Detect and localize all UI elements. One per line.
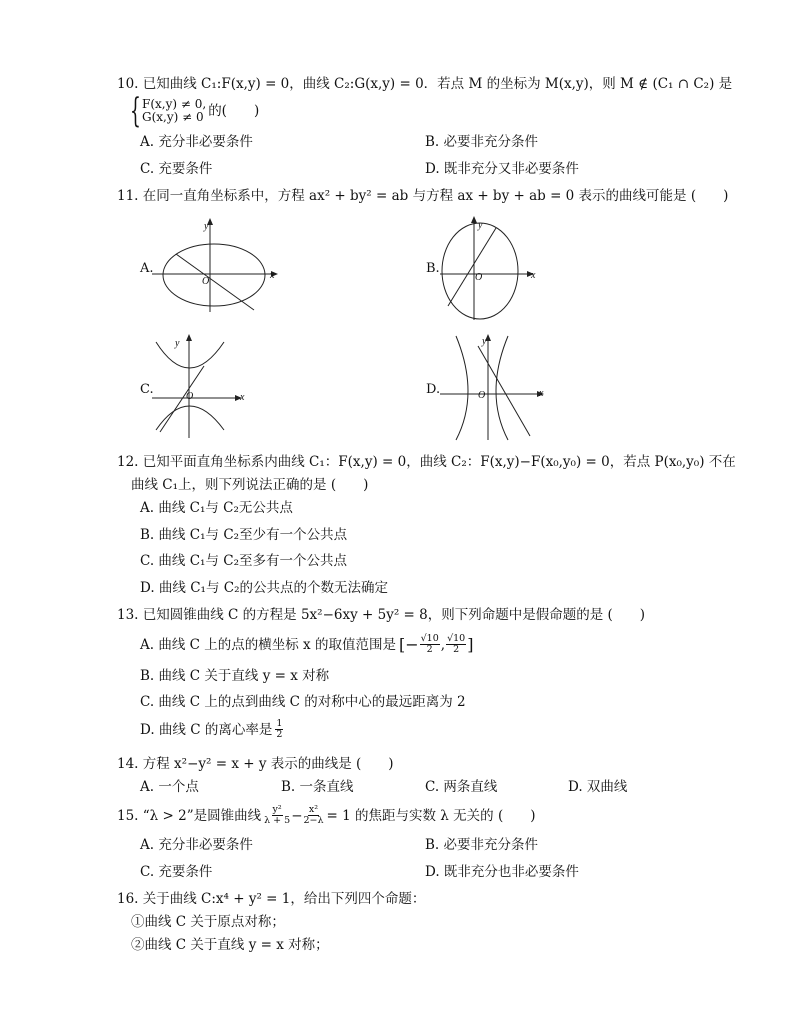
q16-item-1: ①曲线 C 关于原点对称； — [131, 914, 285, 930]
q11-label-b: B. — [426, 261, 440, 276]
q13-option-a-comma: , — [440, 636, 446, 653]
q13-option-a — [140, 634, 473, 655]
q12-stem-line-1: 12. 已知平面直角坐标系内曲线 C₁：F(x,y) = 0，曲线 C₂：F(x,y)−F(x₀,y₀) = 0，若点 P(x₀,y₀) 不在 — [117, 454, 736, 470]
q15-fraction-2: $\frac{\text{x²}}{2-\lambda}$ — [303, 804, 324, 826]
q13-option-d-text: D. 曲线 C 的离心率是 — [140, 721, 273, 738]
q11-graph-b — [440, 214, 540, 328]
q11-label-d: D. — [426, 382, 441, 397]
q11-d-origin-label: O — [478, 390, 486, 401]
q11-d-x-label: x — [539, 388, 544, 399]
q11-c-x-label: x — [240, 392, 245, 403]
q12-option-a: A. 曲线 C₁与 C₂无公共点 — [140, 500, 293, 516]
q15-stem-suffix: = 1 的焦距与实数 λ 无关的 ( ) — [326, 807, 536, 824]
q11-c-origin-label: O — [186, 391, 194, 402]
q11-a-origin-label: O — [202, 276, 210, 287]
q10-stem-tail: 的( ) — [208, 103, 260, 119]
q13-stem: 13. 已知圆锥曲线 C 的方程是 5x²−6xy + 5y² = 8，则下列命题中是假命题的是 ( ) — [117, 607, 646, 623]
q15-option-c: C. 充要条件 — [140, 864, 213, 880]
q14-option-b: B. 一条直线 — [281, 779, 354, 795]
q14-stem: 14. 方程 x²−y² = x + y 表示的曲线是 ( ) — [117, 756, 394, 772]
q10-system-line-2: G(x,y) ≠ 0 — [142, 110, 204, 124]
q14-option-d: D. 双曲线 — [568, 779, 628, 795]
q11-b-origin-label: O — [475, 272, 483, 283]
q12-option-c: C. 曲线 C₁与 C₂至多有一个公共点 — [140, 553, 347, 569]
q15-option-a: A. 充分非必要条件 — [140, 837, 253, 853]
q11-label-a: A. — [140, 261, 154, 276]
q16-item-2: ②曲线 C 关于直线 y = x 对称； — [131, 937, 329, 953]
q10-option-b: B. 必要非充分条件 — [425, 134, 539, 150]
q15-stem-prefix: 15. “λ > 2”是圆锥曲线 — [117, 807, 262, 824]
q15-stem — [117, 805, 535, 826]
q15-fraction-1: $\frac{\text{y²}}{\lambda + 5}$ — [264, 804, 291, 826]
brace-symbol: { — [130, 91, 141, 131]
q10-option-d: D. 既非充分又非必要条件 — [425, 161, 579, 177]
q11-c-y-label: y — [175, 338, 180, 349]
q14-option-c: C. 两条直线 — [425, 779, 498, 795]
q12-option-b: B. 曲线 C₁与 C₂至少有一个公共点 — [140, 527, 348, 543]
q10-system-lines — [142, 98, 206, 124]
q11-graph-a — [150, 214, 280, 318]
q13-option-c: C. 曲线 C 上的点到曲线 C 的对称中心的最远距离为 2 — [140, 694, 466, 710]
q13-option-a-text: A. 曲线 C 上的点的横坐标 x 的取值范围是 — [140, 636, 396, 653]
q13-option-d-fraction: $\frac{1}{2}$ — [276, 718, 283, 740]
q12-option-d: D. 曲线 C₁与 C₂的公共点的个数无法确定 — [140, 580, 388, 596]
q13-option-b: B. 曲线 C 关于直线 y = x 对称 — [140, 668, 330, 684]
q11-a-x-label: x — [270, 270, 275, 281]
q10-option-c: C. 充要条件 — [140, 161, 213, 177]
q11-stem: 11. 在同一直角坐标系中，方程 ax² + by² = ab 与方程 ax + by + ab = 0 表示的曲线可能是 ( ) — [117, 188, 729, 204]
q10-system-line-1: F(x,y) ≠ 0, — [142, 97, 207, 111]
q11-d-y-label: y — [482, 336, 487, 347]
q14-option-a: A. 一个点 — [140, 779, 199, 795]
q13-option-a-right-bracket: ] — [467, 634, 474, 654]
q11-label-c: C. — [140, 382, 154, 397]
q10-option-a: A. 充分非必要条件 — [140, 134, 253, 150]
q13-option-d — [140, 719, 284, 740]
q11-graph-d — [440, 332, 550, 446]
q10-condition-system — [130, 91, 260, 131]
q12-stem-line-2: 曲线 C₁上，则下列说法正确的是 ( ) — [131, 477, 369, 493]
q10-stem: 10. 已知曲线 C₁:F(x,y) = 0，曲线 C₂:G(x,y) = 0．若点 M 的坐标为 M(x,y)，则 M ∉ (C₁ ∩ C₂) 是 — [117, 76, 733, 92]
q13-option-a-fraction-1: $\frac{√10}{2}$ — [420, 633, 439, 655]
q16-stem: 16. 关于曲线 C:x⁴ + y² = 1，给出下列四个命题： — [117, 891, 426, 907]
q15-option-b: B. 必要非充分条件 — [425, 837, 539, 853]
q15-minus: − — [291, 807, 303, 824]
q11-b-x-label: x — [531, 270, 536, 281]
q11-graph-c — [152, 332, 247, 444]
q13-option-a-fraction-2: $\frac{√10}{2}$ — [447, 633, 466, 655]
q15-option-d: D. 既非充分也非必要条件 — [425, 864, 579, 880]
q11-b-y-label: y — [478, 220, 483, 231]
q11-a-y-label: y — [204, 221, 209, 232]
q13-option-a-left-bracket: [− — [398, 634, 419, 654]
